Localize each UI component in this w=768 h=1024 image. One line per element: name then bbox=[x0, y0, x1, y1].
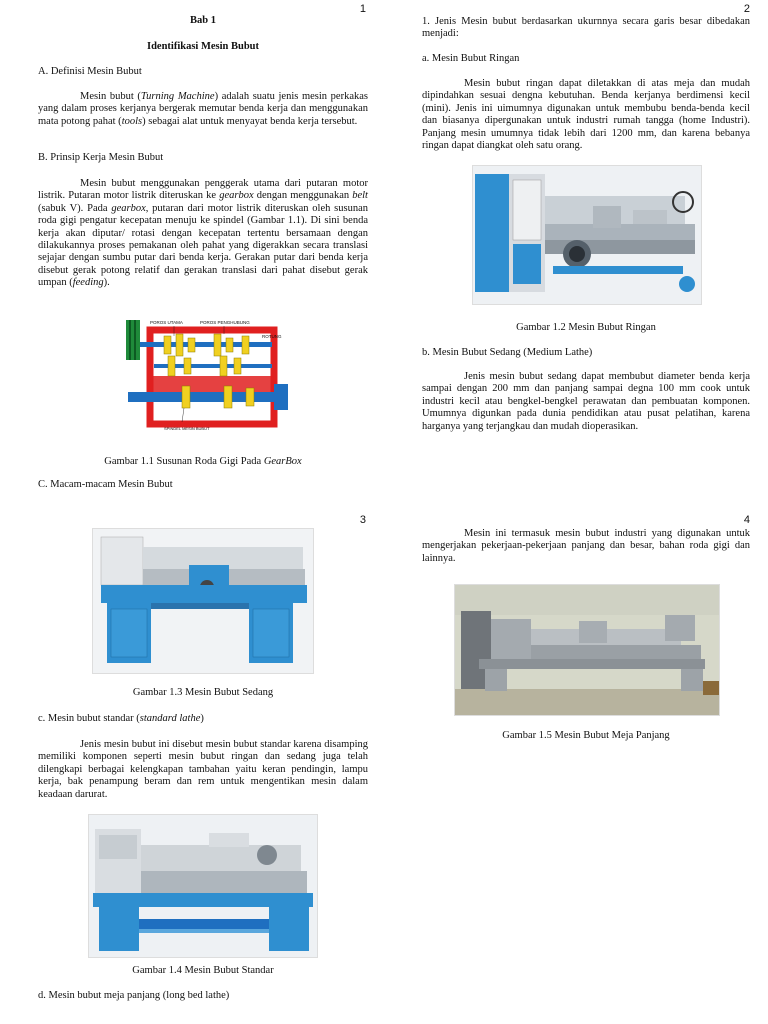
figure-2-caption: Gambar 1.2 Mesin Bubut Ringan bbox=[516, 322, 656, 333]
long-bed-lathe-paragraph: Mesin ini termasuk mesin bubut industri yang digunakan untuk mengerjakan pekerjaan-pekerjaan panjang dan besar, bahan roda gigi dan lainnya. bbox=[422, 528, 750, 564]
label-spindel: SPINDEL MESIN BUBUT bbox=[164, 426, 210, 431]
gearbox-diagram bbox=[124, 316, 292, 436]
section-a-heading: A. Definisi Mesin Bubut bbox=[38, 66, 142, 77]
subsection-a-heading: a. Mesin Bubut Ringan bbox=[422, 53, 520, 64]
standard-lathe-paragraph: Jenis mesin bubut ini disebut mesin bubut standar karena disamping memiliki komponen seperti mesin bubut ringan dan sedang juga telah dilengkapi berbagai kelengkapan tambahan yaitu keran pendingin, lampu kerja, bak penampung beram dan rem untuk mengentikan mesin dalam keadaan darurat. bbox=[38, 739, 368, 800]
label-rotung: ROTUNG bbox=[262, 334, 282, 339]
light-lathe-photo bbox=[472, 165, 702, 305]
page-number: 2 bbox=[743, 3, 750, 15]
figure-3-caption: Gambar 1.3 Mesin Bubut Sedang bbox=[132, 687, 274, 698]
principle-paragraph: Mesin bubut menggunakan penggerak utama dari putaran motor listrik. Putaran motor listrik diteruskan ke gearbox dengan menggunakan belt (sabuk V). Pada gearbox, putaran dari motor listrik diteruskan oleh susunan roda gigi pengatur kecepatan menuju ke spindel (Gambar 1.1). Di sini benda kerja akan diputar/ rotasi dengan kecepatan tertentu bersamaan dengan dilakukannya proses pemakanan oleh pahat yang digerakkan secara translasi sejajar dengan sumbu putar dari benda kerja. Gerakan putar dari benda kerja disebut gerak potong relatif dan gerakan translasi dari pahat disebut gerak umpan (feeding). bbox=[38, 178, 369, 289]
figure-5-caption: Gambar 1.5 Mesin Bubut Meja Panjang bbox=[502, 730, 670, 741]
chapter-label: Bab 1 bbox=[190, 15, 216, 26]
section-c-heading: C. Macam-macam Mesin Bubut bbox=[38, 479, 173, 490]
types-intro: 1. Jenis Mesin bubut berdasarkan ukurnnya secara garis besar dibedakan menjadi: bbox=[422, 16, 750, 40]
page-3 bbox=[0, 512, 384, 1024]
page-2 bbox=[384, 0, 768, 512]
page-number: 3 bbox=[359, 514, 366, 526]
long-bed-lathe-photo bbox=[454, 584, 720, 716]
light-lathe-paragraph: Mesin bubut ringan dapat diletakkan di atas meja dan mudah dipindahkan sesuai dengna kebutuhan. Benda kerjanya berdimensi kecil (mini). Jenis ini uimumnya digunakan untuk membubu benda-benda kecil dan biasanya dipergunakan untuk industri rumah tangga (home Industri). Panjang mesin umumnya tidak lebih dari 1200 mm, dan karena bebanya ringan dapat diangkat oleh satu orang. bbox=[422, 78, 750, 152]
label-poros-penghubung: POROS PENGHUBUNG bbox=[200, 320, 250, 325]
definition-paragraph: Mesin bubut (Turning Machine) adalah suatu jenis mesin perkakas yang dalam proses kerjanya bergerak memutar benda kerja dan menggunakan mata potong pahat (tools) sebagai alat untuk menyayat benda kerja tersebut. bbox=[38, 91, 368, 127]
medium-lathe-photo bbox=[92, 528, 314, 674]
subsection-b-heading: b. Mesin Bubut Sedang (Medium Lathe) bbox=[422, 347, 593, 358]
page-number: 1 bbox=[359, 3, 366, 15]
page-number: 4 bbox=[743, 514, 750, 526]
standard-lathe-photo bbox=[88, 814, 318, 958]
figure-1-caption: Gambar 1.1 Susunan Roda Gigi Pada GearBox bbox=[104, 456, 302, 467]
figure-4-caption: Gambar 1.4 Mesin Bubut Standar bbox=[132, 965, 274, 976]
subsection-d-heading: d. Mesin bubut meja panjang (long bed lathe) bbox=[38, 990, 230, 1001]
page-title: Identifikasi Mesin Bubut bbox=[146, 41, 260, 52]
page-1 bbox=[0, 0, 384, 512]
subsection-c-heading: c. Mesin bubut standar (standard lathe) bbox=[38, 713, 204, 724]
label-poros-utama: POROS UTAMA bbox=[150, 320, 183, 325]
section-b-heading: B. Prinsip Kerja Mesin Bubut bbox=[38, 152, 164, 163]
medium-lathe-paragraph: Jenis mesin bubut sedang dapat membubut diameter benda kerja sampai dengan 200 mm dan panjang sampai degna 100 mm cook untuk industri kecil atau bengkel-bengkel perawatan dan pembuatan komponen. Umumnya digunkan pada dunia pendidikan atau pusat pelatihan, karena harganya yang terjangkau dan mudah dioperasikan. bbox=[422, 371, 750, 432]
page-4 bbox=[384, 512, 768, 1024]
